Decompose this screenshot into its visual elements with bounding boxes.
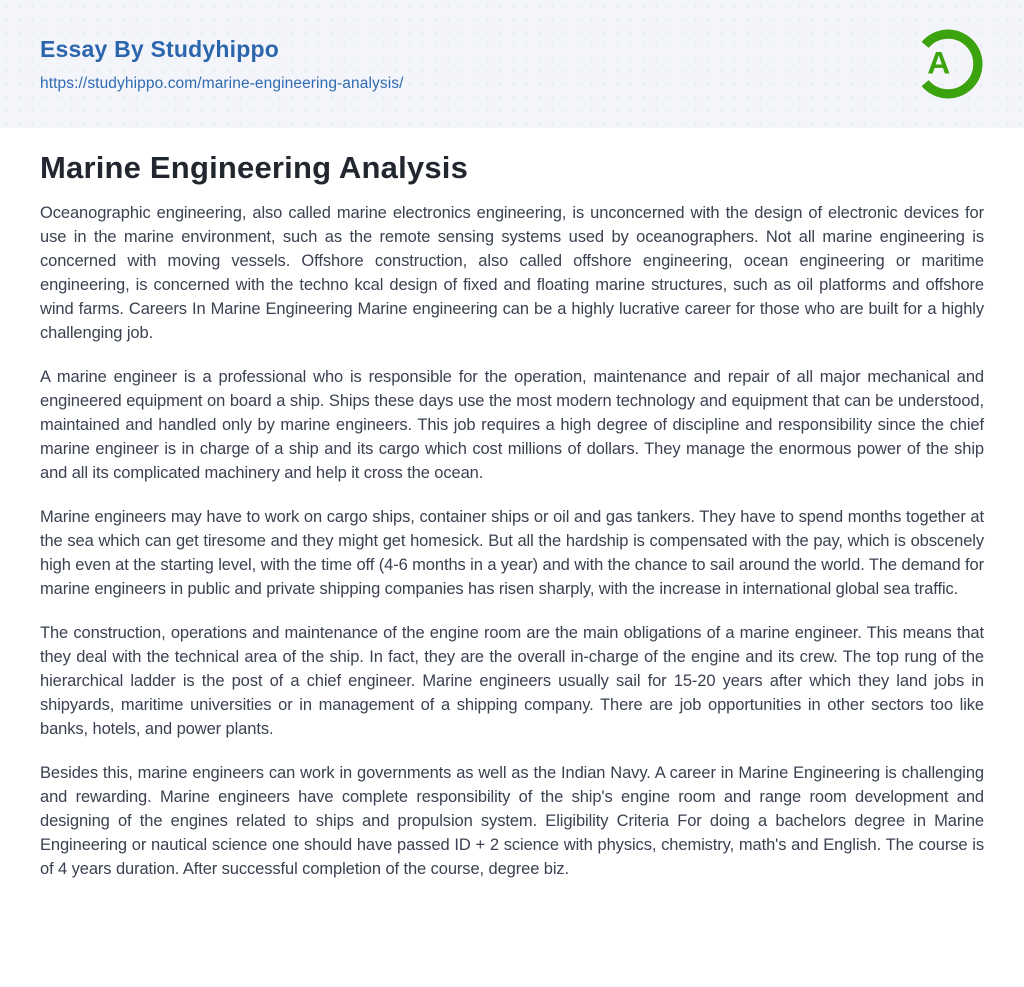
header-text-block [40,36,404,93]
page-header [0,0,1024,128]
header-title: Essay By Studyhippo [40,35,279,62]
logo-letter: A [927,44,951,81]
article-paragraph-3: Marine engineers may have to work on cargo ships, container ships or oil and gas tankers. They have to spend months together at the sea which can get tiresome and they might get homesick. But all the hardship is compensated with the pay, which is obscenely high even at the starting level, with the time off (4-6 months in a year) and with the chance to sail around the world. The demand for marine engineers in public and private shipping companies has risen sharply, with the increase in international global sea traffic. [40,508,984,598]
article-paragraph-1: Oceanographic engineering, also called marine electronics engineering, is unconcerned with the design of electronic devices for use in the marine environment, such as the remote sensing systems used by oceanographers. Not all marine engineering is concerned with moving vessels. Offshore construction, also called offshore engineering, ocean engineering or maritime engineering, is concerned with the techno kcal design of fixed and floating marine structures, such as oil platforms and offshore wind farms. Careers In Marine Engineering Marine engineering can be a highly lucrative career for those who are built for a highly challenging job. [40,204,984,342]
studyhippo-logo-icon [912,28,984,100]
source-url-link[interactable]: https://studyhippo.com/marine-engineering-analysis/ [40,74,404,92]
article-paragraph-4: The construction, operations and maintenance of the engine room are the main obligations of a marine engineer. This means that they deal with the technical area of the ship. In fact, they are the overall in-charge of the engine and its crew. The top rung of the hierarchical ladder is the post of a chief engineer. Marine engineers usually sail for 15-20 years after which they land jobs in shipyards, maritime universities or in management of a shipping company. There are job opportunities in other sectors too like banks, hotels, and power plants. [40,624,984,738]
article-paragraph-2: A marine engineer is a professional who is responsible for the operation, maintenance and repair of all major mechanical and engineered equipment on board a ship. Ships these days use the most modern technology and equipment that can be understood, maintained and handled only by marine engineers. This job requires a high degree of discipline and responsibility since the chief marine engineer is in charge of a ship and its cargo which cost millions of dollars. They manage the enormous power of the ship and all its complicated machinery and help it cross the ocean. [40,368,984,482]
article-paragraph-5: Besides this, marine engineers can work in governments as well as the Indian Navy. A career in Marine Engineering is challenging and rewarding. Marine engineers have complete responsibility of the ship's engine room and range room development and designing of the engines related to ships and propulsion system. Eligibility Criteria For doing a bachelors degree in Marine Engineering or nautical science one should have passed ID + 2 science with physics, chemistry, math's and English. The course is of 4 years duration. After successful completion of the course, degree biz. [40,764,984,878]
page-title: Marine Engineering Analysis [40,150,469,185]
article [0,128,1024,921]
